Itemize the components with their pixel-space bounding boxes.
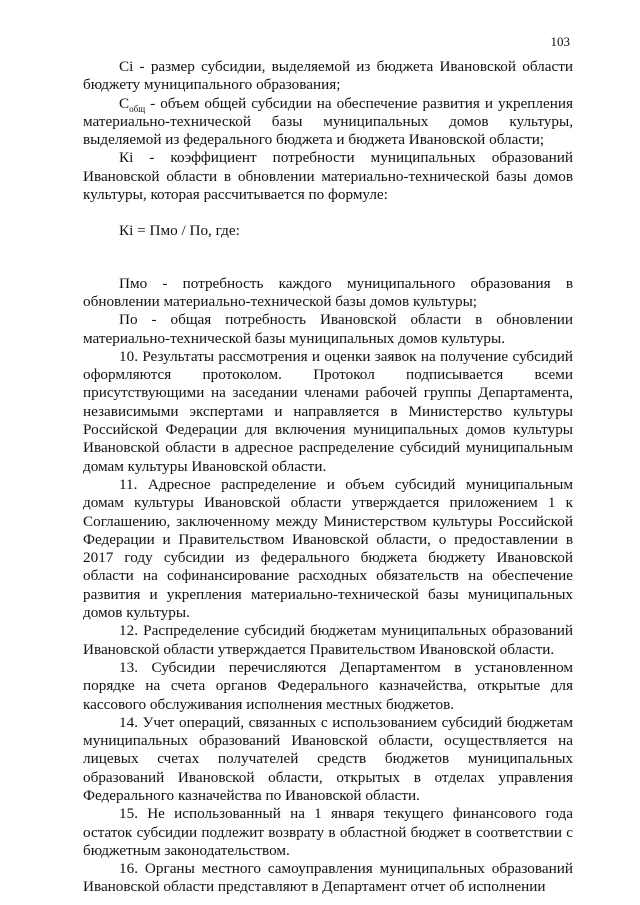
paragraph-16: 16. Органы местного самоуправления муниципальных образований Ивановской области представляют в Департамент отчет об исполнении (83, 860, 573, 896)
paragraph-po-definition: По - общая потребность Ивановской области в обновлении материально-технической базы муниципальных домов культуры. (83, 311, 573, 347)
paragraph-13: 13. Субсидии перечисляются Департаментом в установленном порядке на счета органов Федерального казначейства, открытые для кассового обслуживания исполнения местных бюджетов. (83, 658, 573, 713)
paragraph-15: 15. Не использованный на 1 января текущего финансового года остаток субсидии подлежит возврату в областной бюджет в соответствии с бюджетным законодательством. (83, 805, 573, 859)
document-body (83, 58, 573, 897)
paragraph-ki-definition: Кi - коэффициент потребности муниципальных образований Ивановской области в обновлении материально-технической базы домов культуры, которая рассчитывается по формуле: (83, 149, 573, 204)
paragraph-10: 10. Результаты рассмотрения и оценки заявок на получение субсидий оформляются протоколом. Протокол подписывается всеми присутствующими на заседании членами рабочей группы Департамента, независимыми экспертами и направляется в Министерство культуры Российской Федерации для включения муниципальных домов культуры Ивановской области в адресное распределение субсидий муниципальным домам культуры Ивановской области. (83, 347, 573, 475)
paragraph-12: 12. Распределение субсидий бюджетам муниципальных образований Ивановской области утверждается Правительством Ивановской области. (83, 622, 573, 658)
formula: Кi = Пмо / По, где: (119, 222, 240, 240)
paragraph-pmo-definition: Пмо - потребность каждого муниципального образования в обновлении материально-технической базы домов культуры; (83, 274, 573, 310)
cobsh-symbol: С (119, 94, 130, 112)
cobsh-subscript: общ (129, 103, 146, 114)
paragraph-11: 11. Адресное распределение и объем субсидий муниципальным домам культуры Ивановской области утверждается приложением 1 к Соглашению, заключенному между Министерством культуры Российской Федерации и Правительством Ивановской области, о предоставлении в 2017 году субсидии из федерального бюджета бюджету Ивановской области на софинансирование расходных обязательств на обеспечение развития и укрепления материально-технической базы муниципальных домов культуры. (83, 475, 573, 622)
paragraph-cobsh-definition (83, 95, 573, 150)
cobsh-text: - объем общей субсидии на обеспечение развития и укрепления материально-технической базы муниципальных домов культуры, выделяемой из федерального бюджета и бюджета Ивановской области; (83, 94, 573, 149)
paragraph-ci-definition: Ci - размер субсидии, выделяемой из бюджета Ивановской области бюджету муниципального образования; (83, 58, 573, 94)
page-number: 103 (550, 34, 570, 49)
paragraph-14: 14. Учет операций, связанных с использованием субсидий бюджетам муниципальных образований Ивановской области, осуществляется на лицевых счетах получателей средств бюджетов муниципальных образований Ивановской области, открытых в отделах управления Федерального казначейства по Ивановской области. (83, 713, 573, 804)
